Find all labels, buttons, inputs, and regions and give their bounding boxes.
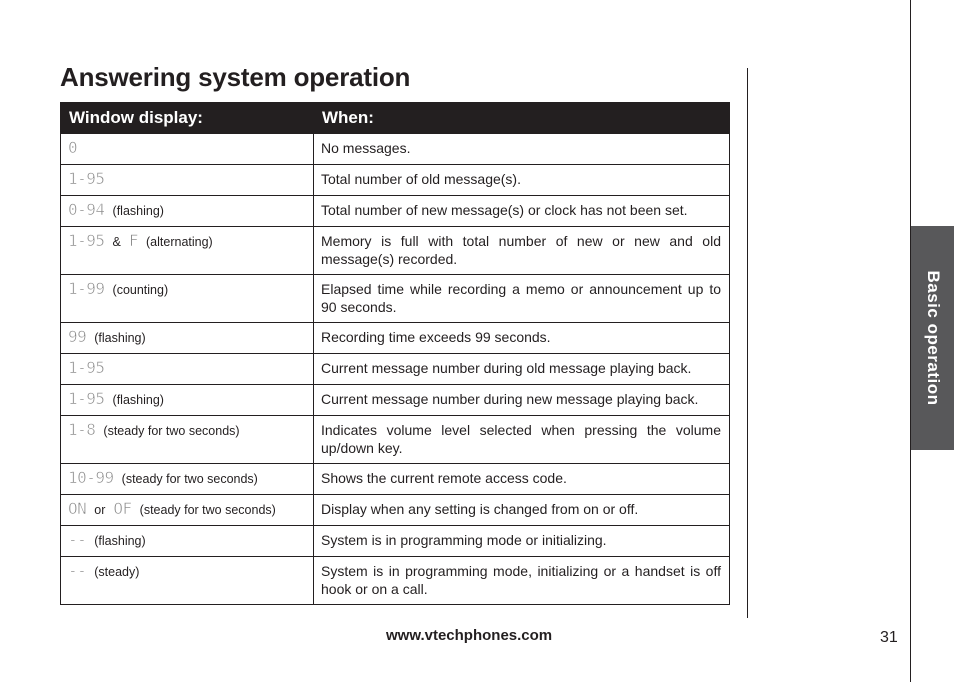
when-cell: Elapsed time while recording a memo or announcement up to 90 seconds. (314, 275, 730, 323)
display-cell (61, 134, 314, 165)
table-row (61, 165, 730, 196)
column-divider (747, 68, 748, 618)
display-note: (counting) (112, 283, 169, 297)
lcd-display-value: 1-95 (68, 389, 105, 408)
lcd-display-value: 99 (68, 327, 87, 346)
when-cell: Total number of new message(s) or clock has not been set. (314, 196, 730, 227)
display-connector: & (112, 235, 121, 249)
lcd-display-value: 1-95 (68, 169, 105, 188)
table-row (61, 227, 730, 275)
when-cell: No messages. (314, 134, 730, 165)
table-header-row (61, 103, 730, 134)
lcd-display-value-alt: F (128, 231, 139, 250)
lcd-display-value: 1-8 (68, 420, 96, 439)
when-cell: Current message number during new message playing back. (314, 385, 730, 416)
table-row (61, 196, 730, 227)
display-note: (alternating) (146, 235, 213, 249)
when-cell: System is in programming mode or initializing. (314, 526, 730, 557)
when-cell: Display when any setting is changed from on or off. (314, 495, 730, 526)
display-cell (61, 227, 314, 275)
table-row (61, 464, 730, 495)
display-note: (flashing) (112, 204, 164, 218)
display-cell (61, 196, 314, 227)
when-cell: Indicates volume level selected when pressing the volume up/down key. (314, 416, 730, 464)
table-row (61, 354, 730, 385)
display-table (60, 102, 730, 605)
display-note: (steady for two seconds) (121, 472, 258, 486)
lcd-display-value: 1-95 (68, 231, 105, 250)
display-cell (61, 495, 314, 526)
table-row (61, 416, 730, 464)
when-cell: Memory is full with total number of new or new and old message(s) recorded. (314, 227, 730, 275)
lcd-display-value: 1-95 (68, 358, 105, 377)
table-row (61, 557, 730, 605)
lcd-display-value: ON (68, 499, 87, 518)
display-cell (61, 385, 314, 416)
lcd-display-value: -- (68, 561, 87, 580)
lcd-display-value: 1-99 (68, 279, 105, 298)
display-cell (61, 323, 314, 354)
when-cell: Shows the current remote access code. (314, 464, 730, 495)
page-title: Answering system operation (60, 62, 411, 92)
display-cell (61, 275, 314, 323)
display-note: (steady) (94, 565, 140, 579)
lcd-display-value: 10-99 (68, 468, 114, 487)
table-row (61, 385, 730, 416)
display-cell (61, 354, 314, 385)
when-cell: Total number of old message(s). (314, 165, 730, 196)
lcd-display-value-alt: OF (113, 499, 132, 518)
lcd-display-value: -- (68, 530, 87, 549)
table-row (61, 495, 730, 526)
when-cell: Recording time exceeds 99 seconds. (314, 323, 730, 354)
display-note: (steady for two seconds) (103, 424, 240, 438)
header-window-display: Window display: (61, 103, 314, 134)
display-note: (steady for two seconds) (139, 503, 276, 517)
header-when: When: (314, 103, 730, 134)
display-connector: or (94, 503, 106, 517)
table-row (61, 526, 730, 557)
page-number: 31 (880, 629, 898, 646)
section-side-tab (911, 226, 954, 450)
table-row (61, 134, 730, 165)
table-row (61, 275, 730, 323)
when-cell: System is in programming mode, initializing or a handset is off hook or on a call. (314, 557, 730, 605)
display-note: (flashing) (112, 393, 164, 407)
display-cell (61, 416, 314, 464)
lcd-display-value: 0-94 (68, 200, 105, 219)
when-cell: Current message number during old message playing back. (314, 354, 730, 385)
display-note: (flashing) (94, 331, 146, 345)
display-cell (61, 526, 314, 557)
section-side-tab-label: Basic operation (923, 270, 943, 406)
display-cell (61, 557, 314, 605)
display-note: (flashing) (94, 534, 146, 548)
display-cell (61, 464, 314, 495)
table-row (61, 323, 730, 354)
footer-website-link[interactable]: www.vtechphones.com (386, 627, 553, 644)
display-cell (61, 165, 314, 196)
lcd-display-value: 0 (68, 138, 78, 157)
